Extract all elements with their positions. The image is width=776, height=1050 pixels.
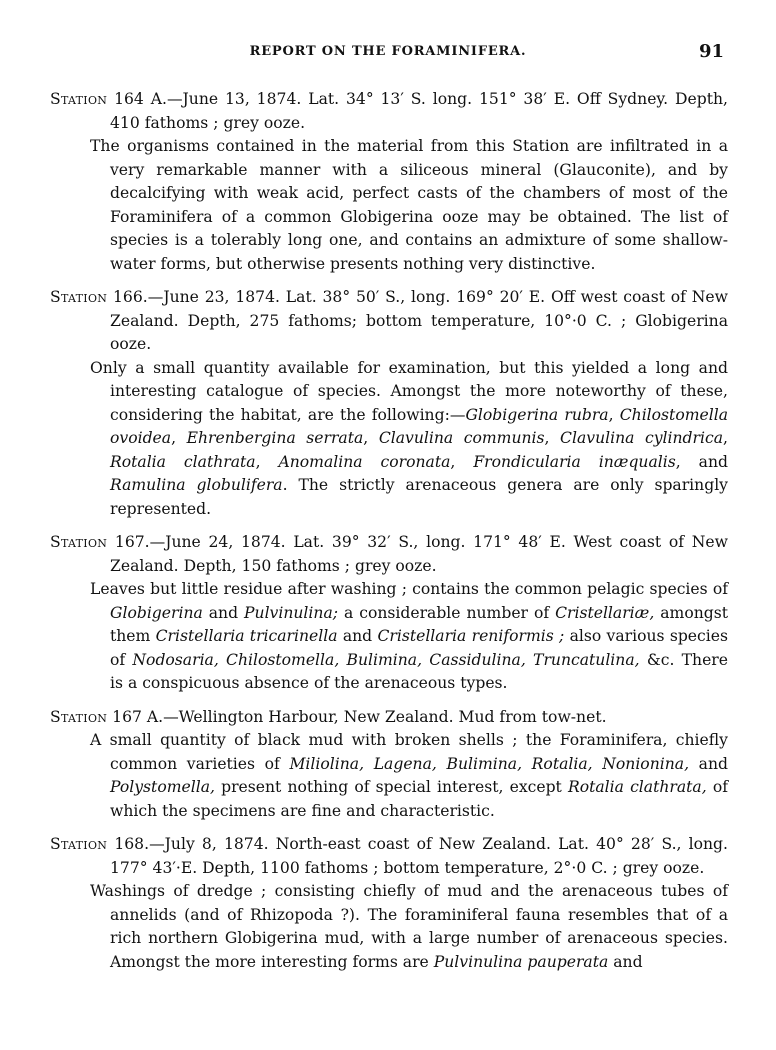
station-heading	[50, 88, 728, 135]
station-entry	[50, 706, 728, 824]
station-entry	[50, 531, 728, 696]
species-name: Clavulina communis	[378, 429, 545, 447]
species-name: Pulvinulina;	[244, 603, 339, 622]
species-name: Cristellaria reniformis ;	[377, 627, 565, 645]
desc-text: Leaves but little residue after washing ; contains the common pelagic species of	[90, 580, 728, 598]
species-name: Cristellaria tricarinella	[155, 627, 338, 645]
station-description: The organisms contained in the material from this Station are infiltrated in a very remarkable manner with a siliceous mineral (Glauconite), and by decalcifying with weak acid, perfect casts of the chambers of most of the Foraminifera of a common Globigerina ooze may be obtained. The list of species is a tolerably long one, and contains an admixture of some shallow-water forms, but otherwise presents nothing very distinctive.	[90, 137, 728, 273]
page-number: 91	[698, 41, 724, 62]
station-label: Station	[50, 707, 108, 726]
desc-text: present nothing of special interest, except	[214, 778, 568, 796]
station-entry	[50, 833, 728, 974]
species-name: Anomalina coronata	[278, 452, 451, 471]
station-heading-text: 167.—June 24, 1874. Lat. 39° 32′ S., long. 171° 48′ E. West coast of New Zealand. Depth, 150 fathoms ; grey ooze.	[107, 533, 728, 575]
species-name: Rotalia clathrata,	[567, 778, 707, 796]
desc-text: also various species of	[110, 627, 728, 669]
species-name: Pulvinulina pauperata	[433, 952, 609, 971]
desc-text: Only a small quantity available for examination, but this yielded a long and interesting catalogue of species. Amongst the more noteworthy of these, considering the habitat, are the following:—	[90, 358, 728, 424]
station-heading	[50, 706, 728, 730]
station-label: Station	[50, 288, 108, 306]
desc-text: a considerable number of	[338, 603, 556, 622]
station-description	[50, 880, 728, 974]
desc-text: &c. There is a conspicuous absence of the arenaceous types.	[110, 650, 728, 692]
desc-text: . The strictly arenaceous genera are only sparingly represented.	[110, 476, 728, 518]
species-name: Frondicularia inæqualis	[473, 452, 676, 471]
station-label: Station	[50, 835, 108, 853]
station-description: Only a small quantity available for examination, but this yielded a long and interesting catalogue of species. Amongst the more noteworthy of these, considering the habitat, are the following:—Globigerina rubra, Chilostomella ovoidea, Ehrenbergina serrata, Clavulina communis, Clavulina cylindrica, Rotalia clathrata, Anomalina coronata, Frondicularia inæqualis, and Ramulina globulifera. The strictly arenaceous genera are only sparingly represented.	[90, 358, 728, 518]
running-header	[0, 41, 776, 68]
station-label: Station	[50, 90, 108, 108]
station-heading-text: 168.—July 8, 1874. North-east coast of New Zealand. Lat. 40° 28′ S., long. 177° 43′·E. Depth, 1100 fathoms ; bottom temperature, 2°·0 C. ; grey ooze.	[107, 835, 728, 877]
station-heading-text: 166.—June 23, 1874. Lat. 38° 50′ S., long. 169° 20′ E. Off west coast of New Zealand. Depth, 275 fathoms; bottom temperature, 10°·0 C. ; Globigerina ooze.	[107, 288, 728, 353]
desc-text: of which the specimens are fine and characteristic.	[110, 778, 728, 820]
station-entry	[50, 286, 728, 521]
station-entry	[50, 88, 728, 276]
desc-text: and	[202, 603, 245, 622]
desc-text: A small quantity of black mud with broken shells ; the Foraminifera, chiefly common varieties of	[90, 731, 728, 773]
desc-text: , and	[675, 452, 728, 471]
species-name: Globigerina rubra	[465, 405, 609, 424]
station-label: Station	[50, 533, 108, 551]
species-name: Globigerina	[110, 603, 203, 622]
station-description	[50, 578, 728, 696]
species-name: Polystomella,	[110, 778, 215, 796]
station-heading	[50, 833, 728, 880]
desc-text: and	[689, 754, 728, 773]
station-heading	[50, 531, 728, 578]
species-name: Rotalia clathrata	[110, 452, 256, 471]
station-heading-text: 164 A.—June 13, 1874. Lat. 34° 13′ S. long. 151° 38′ E. Off Sydney. Depth, 410 fathoms ; grey ooze.	[107, 90, 728, 132]
species-name: Miliolina, Lagena, Bulimina, Rotalia, Nonionina,	[289, 754, 690, 773]
species-name: Clavulina cylindrica	[560, 429, 723, 447]
desc-text: amongst them	[110, 603, 728, 645]
species-name: Nodosaria, Chilostomella, Bulimina, Cassidulina, Truncatulina,	[132, 650, 640, 669]
running-title: REPORT ON THE FORAMINIFERA.	[249, 44, 527, 59]
species-name: Ehrenbergina serrata	[186, 429, 364, 447]
station-description	[50, 729, 728, 823]
station-heading-text: 167 A.—Wellington Harbour, New Zealand. Mud from tow-net.	[107, 707, 607, 726]
desc-text: and	[608, 952, 643, 971]
species-name: Chilostomella ovoidea	[110, 405, 728, 447]
desc-text: and	[337, 627, 378, 645]
desc-text: Washings of dredge ; consisting chiefly of mud and the arenaceous tubes of annelids (and of Rhizopoda ?). The foraminiferal fauna resembles that of a rich northern Globigerina mud, with a large number of arenaceous species. Amongst the more interesting forms are	[90, 882, 728, 971]
station-heading	[50, 286, 728, 357]
body-text	[50, 88, 728, 984]
species-name: Cristellariæ,	[555, 603, 655, 622]
species-name: Ramulina globulifera	[110, 476, 283, 494]
